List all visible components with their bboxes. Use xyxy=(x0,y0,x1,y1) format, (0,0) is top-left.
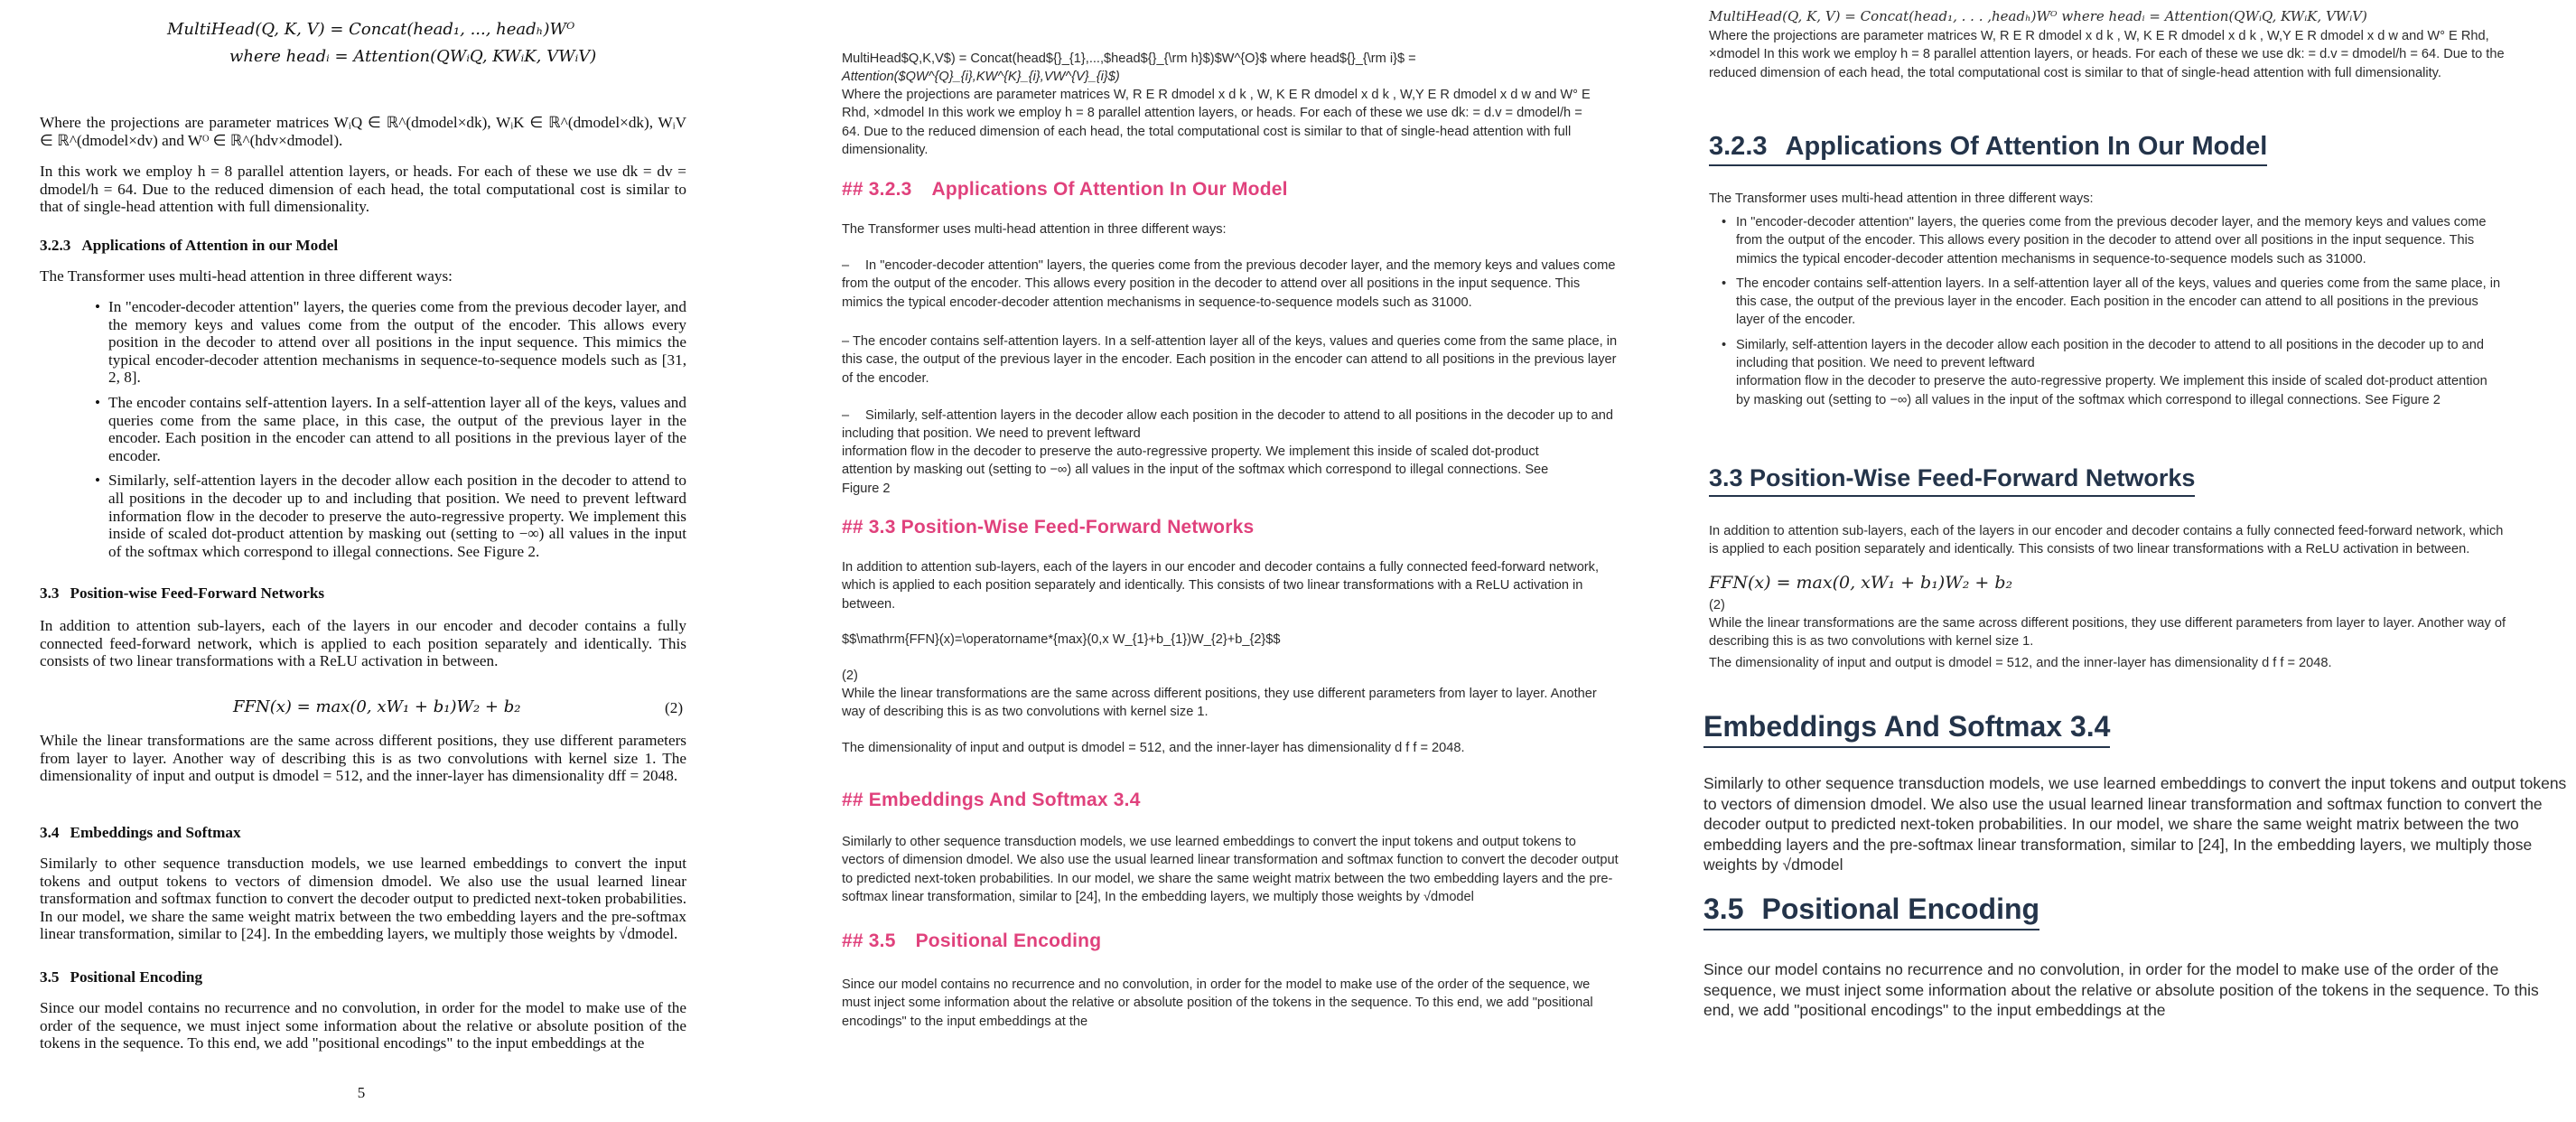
intro-paragraph: The Transformer uses multi-head attention in three different ways: xyxy=(40,267,453,285)
doc-heading-3-2-3 xyxy=(1709,132,2267,166)
md-heading-3-2-3 xyxy=(842,179,1288,201)
linear-transform-paragraph: While the linear transformations are the same across different positions, they use different parameters from layer to layer. Another way of describing this is as two convolutions with kernel size 1. The dimensionality of input and output is dmodel = 512, and the inner-layer has dimensionality dff = 2048. xyxy=(40,732,686,785)
list-item xyxy=(1709,336,2504,409)
md-ffn-paragraph: In addition to attention sub-layers, each of the layers in our encoder and decoder contains a fully connected feed-forward network, which is applied to each position separately and identically. This consists of two linear transformations with a ReLU activation in between. xyxy=(842,560,1600,612)
md-list-item xyxy=(842,407,1619,444)
md-dim-paragraph: The dimensionality of input and output is dmodel = 512, and the inner-layer has dimensionality d f f = 2048. xyxy=(842,741,1465,755)
ffn-equation: FFN(x) = max(0, xW₁ + b₁)W₂ + b₂ xyxy=(233,697,521,716)
doc-equation: MultiHead(Q, K, V) = Concat(head₁, . . . ,headₕ)Wᴼ where headᵢ = Attention(QWᵢQ, KWᵢK, VWᵢV) xyxy=(1709,8,2367,24)
dash-marker: – xyxy=(842,408,850,423)
list-item: • Similarly, self-attention layers in the decoder allow each position in the decoder to attend to all positions in the decoder up to and including that position. We need to prevent leftward information flow in the decoder to preserve the auto-regressive property. We implement this inside of scaled dot-product attention by masking out (setting to −∞) all values in the input of the softmax which correspond to illegal connections. See Figure 2. xyxy=(45,472,686,560)
md-item-continuation: information flow in the decoder to preserve the auto-regressive property. We implement this inside of scaled dot-product attention by masking out (setting to −∞) all values in the input of the softmax which correspond to illegal connections. See Figure 2 xyxy=(842,444,1549,496)
md-projections-paragraph: Where the projections are parameter matrices W, R E R dmodel x d k , W, K E R dmodel x d k , W,Y E R dmodel x d w and W° E Rhd, ×dmodel In this work we employ h = 8 parallel attention layers, or heads. For each of these we use dk: = d.v = dmodel/h = 64. Due to the reduced dimension of each head, the total computational cost is similar to that of single-head attention with full dimensionality. xyxy=(842,88,1591,157)
list-item: • The encoder contains self-attention layers. In a self-attention layer all of the keys, values and queries come from the same place, in this case, the output of the previous layer in the encoder. Each position in the encoder can attend to all positions in the previous layer of the encoder. xyxy=(1709,275,2504,330)
md-embeddings-paragraph: Similarly to other sequence transduction models, we use learned embeddings to convert the input tokens and output tokens to vectors of dimension dmodel. We also use the usual learned linear transformation and softmax function to convert the decoder output to predicted next-token probabilities. In our model, we share the same weight matrix between the two embedding layers and the pre-softmax linear transformation, similar to [24], In the embedding layers, we multiply those weights by √dmodel xyxy=(842,835,1619,904)
section-heading-3-5 xyxy=(40,968,202,986)
pdf-page-panel xyxy=(0,0,723,1122)
section-title: Positional Encoding xyxy=(70,968,203,986)
section-number: 3.5 xyxy=(40,968,60,986)
doc-dim-paragraph: The dimensionality of input and output is dmodel = 512, and the inner-layer has dimensionality d f f = 2048. xyxy=(1709,656,2332,670)
md-item-text: The encoder contains self-attention layers. In a self-attention layer all of the keys, values and queries come from the same place, in this case, the output of the previous layer in the encoder. Each position in the encoder can attend to all positions in the previous layer of the encoder. xyxy=(842,334,1618,386)
section-heading-3-3 xyxy=(40,584,324,603)
doc-heading-3-4: Embeddings And Softmax 3.4 xyxy=(1703,710,2110,748)
doc-equation-line xyxy=(1709,7,2567,26)
md-attention-line: Attention($QW^{Q}_{i},KW^{K}_{i},VW^{V}_{i}$) xyxy=(842,70,1120,84)
attention-uses-list xyxy=(45,298,686,567)
section-title: Position-wise Feed-Forward Networks xyxy=(70,584,325,602)
doc-intro: The Transformer uses multi-head attention in three different ways: xyxy=(1709,192,2094,206)
md-heading-prefix: ## 3.2.3 xyxy=(842,179,912,200)
md-heading-prefix: ## 3.5 xyxy=(842,930,896,951)
md-heading-title: Positional Encoding xyxy=(915,930,1102,951)
doc-attention-list xyxy=(1709,213,2504,416)
heads-paragraph: In this work we employ h = 8 parallel attention layers, or heads. For each of these we use dk = dv = dmodel/h = 64. Due to the reduced dimension of each head, the total computational cost is similar to that of single-head attention with full dimensionality. xyxy=(40,163,686,216)
md-item-text: In "encoder-decoder attention" layers, the queries come from the previous decoder layer, and the memory keys and values come from the output of the encoder. This allows every position in the decoder to attend over all positions in the input sequence. This mimics the typical encoder-decoder attention mechanisms in sequence-to-sequence models such as 31000. xyxy=(842,258,1616,310)
doc-heading-number: 3.2.3 xyxy=(1709,132,1768,161)
section-number: 3.2.3 xyxy=(40,237,71,254)
rendered-doc-panel xyxy=(1698,0,2576,1122)
md-list-item xyxy=(842,257,1619,312)
section-heading-3-4 xyxy=(40,824,241,842)
section-number: 3.4 xyxy=(40,824,60,841)
md-heading-3-5 xyxy=(842,930,1101,952)
section-heading-3-2-3 xyxy=(40,237,338,255)
doc-projections-paragraph: Where the projections are parameter matrices W, R E R dmodel x d k , W, K E R dmodel x d k , W,Y E R dmodel x d w and W° E Rhd, ×dmodel In this work we employ h = 8 parallel attention layers, or heads. For each of these we use dk: = d.v = dmodel/h = 64. Due to the reduced dimension of each head, the total computational cost is similar to that of single-head attention with full dimensionality. xyxy=(1709,29,2505,80)
page-number: 5 xyxy=(357,1084,366,1101)
list-item: • The encoder contains self-attention layers. In a self-attention layer all of the keys, values and queries come from the same place, in this case, the output of the previous layer in the encoder. Each position in the encoder can attend to all positions in the previous layer of the encoder. xyxy=(45,394,686,464)
doc-heading-title: Positional Encoding xyxy=(1761,893,2040,925)
markdown-panel xyxy=(813,0,1644,1122)
projections-paragraph: Where the projections are parameter matrices WᵢQ ∈ ℝ^(dmodel×dk), WᵢK ∈ ℝ^(dmodel×dk), WᵢV ∈ ℝ^(dmodel×dv) and Wᴼ ∈ ℝ^(hdv×dmodel). xyxy=(40,114,686,149)
list-item: • In "encoder-decoder attention" layers, the queries come from the previous decoder layer, and the memory keys and values come from the output of the encoder. This allows every position in the decoder to attend over all positions in the input sequence. This mimics the typical encoder-decoder attention mechanisms in sequence-to-sequence models such as [31, 2, 8]. xyxy=(45,298,686,387)
doc-heading-number: 3.5 xyxy=(1703,893,1744,925)
doc-item-continuation: information flow in the decoder to preserve the auto-regressive property. We implement this inside of scaled dot-product attention by masking out (setting to −∞) all values in the input of the softmax which correspond to illegal connections. See Figure 2 xyxy=(1736,374,2487,407)
embeddings-paragraph: Similarly to other sequence transduction models, we use learned embeddings to convert the input tokens and output tokens to vectors of dimension dmodel. We also use the usual learned linear transformation and softmax function to convert the decoder output to predicted next-token probabilities. In our model, we share the same weight matrix between the two embedding layers and the pre-softmax linear transformation, similar to [24]. In the embedding layers, we multiply those weights by √dmodel. xyxy=(40,855,686,943)
md-heading-3-3: ## 3.3 Position-Wise Feed-Forward Networks xyxy=(842,517,1255,538)
md-item-text: Similarly, self-attention layers in the decoder allow each position in the decoder to attend to all positions in the decoder up to and including that position. We need to prevent leftward xyxy=(842,408,1614,442)
md-positional-paragraph: Since our model contains no recurrence and no convolution, in order for the model to make use of the order of the sequence, we must inject some information about the relative or absolute position of the tokens in the sequence. To this end, we add "positional encodings" to the input embeddings at the xyxy=(842,977,1593,1029)
ffn-paragraph: In addition to attention sub-layers, each of the layers in our encoder and decoder contains a fully connected feed-forward network, which is applied to each position separately and identically. This consists of two linear transformations with a ReLU activation in between. xyxy=(40,617,686,670)
section-title: Applications of Attention in our Model xyxy=(81,237,339,254)
doc-ffn-equation-text: FFN(x) = max(0, xW₁ + b₁)W₂ + b₂ xyxy=(1709,573,2013,593)
section-title: Embeddings and Softmax xyxy=(70,824,241,841)
doc-heading-3-3: 3.3 Position-Wise Feed-Forward Networks xyxy=(1709,464,2195,497)
md-linear-paragraph: While the linear transformations are the same across different positions, they use different parameters from layer to layer. Another way of describing this is as two convolutions with kernel size 1. xyxy=(842,687,1597,720)
doc-heading-3-5 xyxy=(1703,893,2039,930)
doc-positional-paragraph: Since our model contains no recurrence and no convolution, in order for the model to make use of the order of the sequence, we must inject some information about the relative or absolute position of the tokens in the sequence. To this end, we add "positional encodings" to the input embeddings at the xyxy=(1703,960,2539,1019)
doc-item-text: Similarly, self-attention layers in the decoder allow each position in the decoder to attend to all positions in the decoder up to and including that position. We need to prevent leftward xyxy=(1736,337,2485,371)
md-eq-number: (2) xyxy=(842,669,858,683)
dash-marker: – xyxy=(842,334,850,349)
doc-heading-title: Applications Of Attention In Our Model xyxy=(1785,132,2268,161)
md-heading-title: Applications Of Attention In Our Model xyxy=(931,179,1288,200)
positional-paragraph: Since our model contains no recurrence and no convolution, in order for the model to make use of the order of the sequence, we must inject some information about the relative or absolute position of the tokens in the sequence. To this end, we add "positional encodings" to the input embeddings at the xyxy=(40,999,686,1052)
doc-embeddings-paragraph: Similarly to other sequence transduction models, we use learned embeddings to convert the input tokens and output tokens to vectors of dimension dmodel. We also use the usual learned linear transformation and softmax function to convert the decoder output to predicted next-token probabilities. In our model, we share the same weight matrix between the two embedding layers and the pre-softmax linear transformation, similar to [24], In the embedding layers, we multiply those weights by √dmodel xyxy=(1703,774,2567,874)
section-number: 3.3 xyxy=(40,584,60,602)
dash-marker: – xyxy=(842,258,850,273)
md-heading-3-4: ## Embeddings And Softmax 3.4 xyxy=(842,790,1141,810)
doc-ffn-equation xyxy=(1709,573,2012,593)
md-list-item xyxy=(842,332,1619,388)
md-ffn-latex: $$\mathrm{FFN}(x)=\operatorname*{max}(0,x W_{1}+b_{1})W_{2}+b_{2}$$ xyxy=(842,632,1281,647)
doc-linear-paragraph: While the linear transformations are the same across different positions, they use different parameters from layer to layer. Another way of describing this is as two convolutions with kernel size 1. xyxy=(1709,616,2506,650)
list-item: • In "encoder-decoder attention" layers, the queries come from the previous decoder layer, and the memory keys and values come from the output of the encoder. This allows every position in the decoder to attend over all positions in the input sequence. This mimics the typical encoder-decoder attention mechanisms in sequence-to-sequence models such as 31000. xyxy=(1709,213,2504,268)
md-multihead-line: MultiHead$Q,K,V$) = Concat(head${}_{1},...,$head${}_{\rm h}$)$W^{O}$ where head${}_{\rm i}$ = xyxy=(842,51,1416,66)
multihead-equation: MultiHead(Q, K, V) = Concat(head₁, ..., headₕ)Wᴼ xyxy=(167,20,575,39)
head-equation: where headᵢ = Attention(QWᵢQ, KWᵢK, VWᵢV) xyxy=(229,47,597,66)
doc-ffn-paragraph: In addition to attention sub-layers, each of the layers in our encoder and decoder contains a fully connected feed-forward network, which is applied to each position separately and identically. This consists of two linear transformations with a ReLU activation in between. xyxy=(1709,524,2504,557)
equation-number: (2) xyxy=(665,699,684,716)
doc-eq-number: (2) xyxy=(1709,598,1725,612)
md-intro: The Transformer uses multi-head attention in three different ways: xyxy=(842,222,1227,237)
